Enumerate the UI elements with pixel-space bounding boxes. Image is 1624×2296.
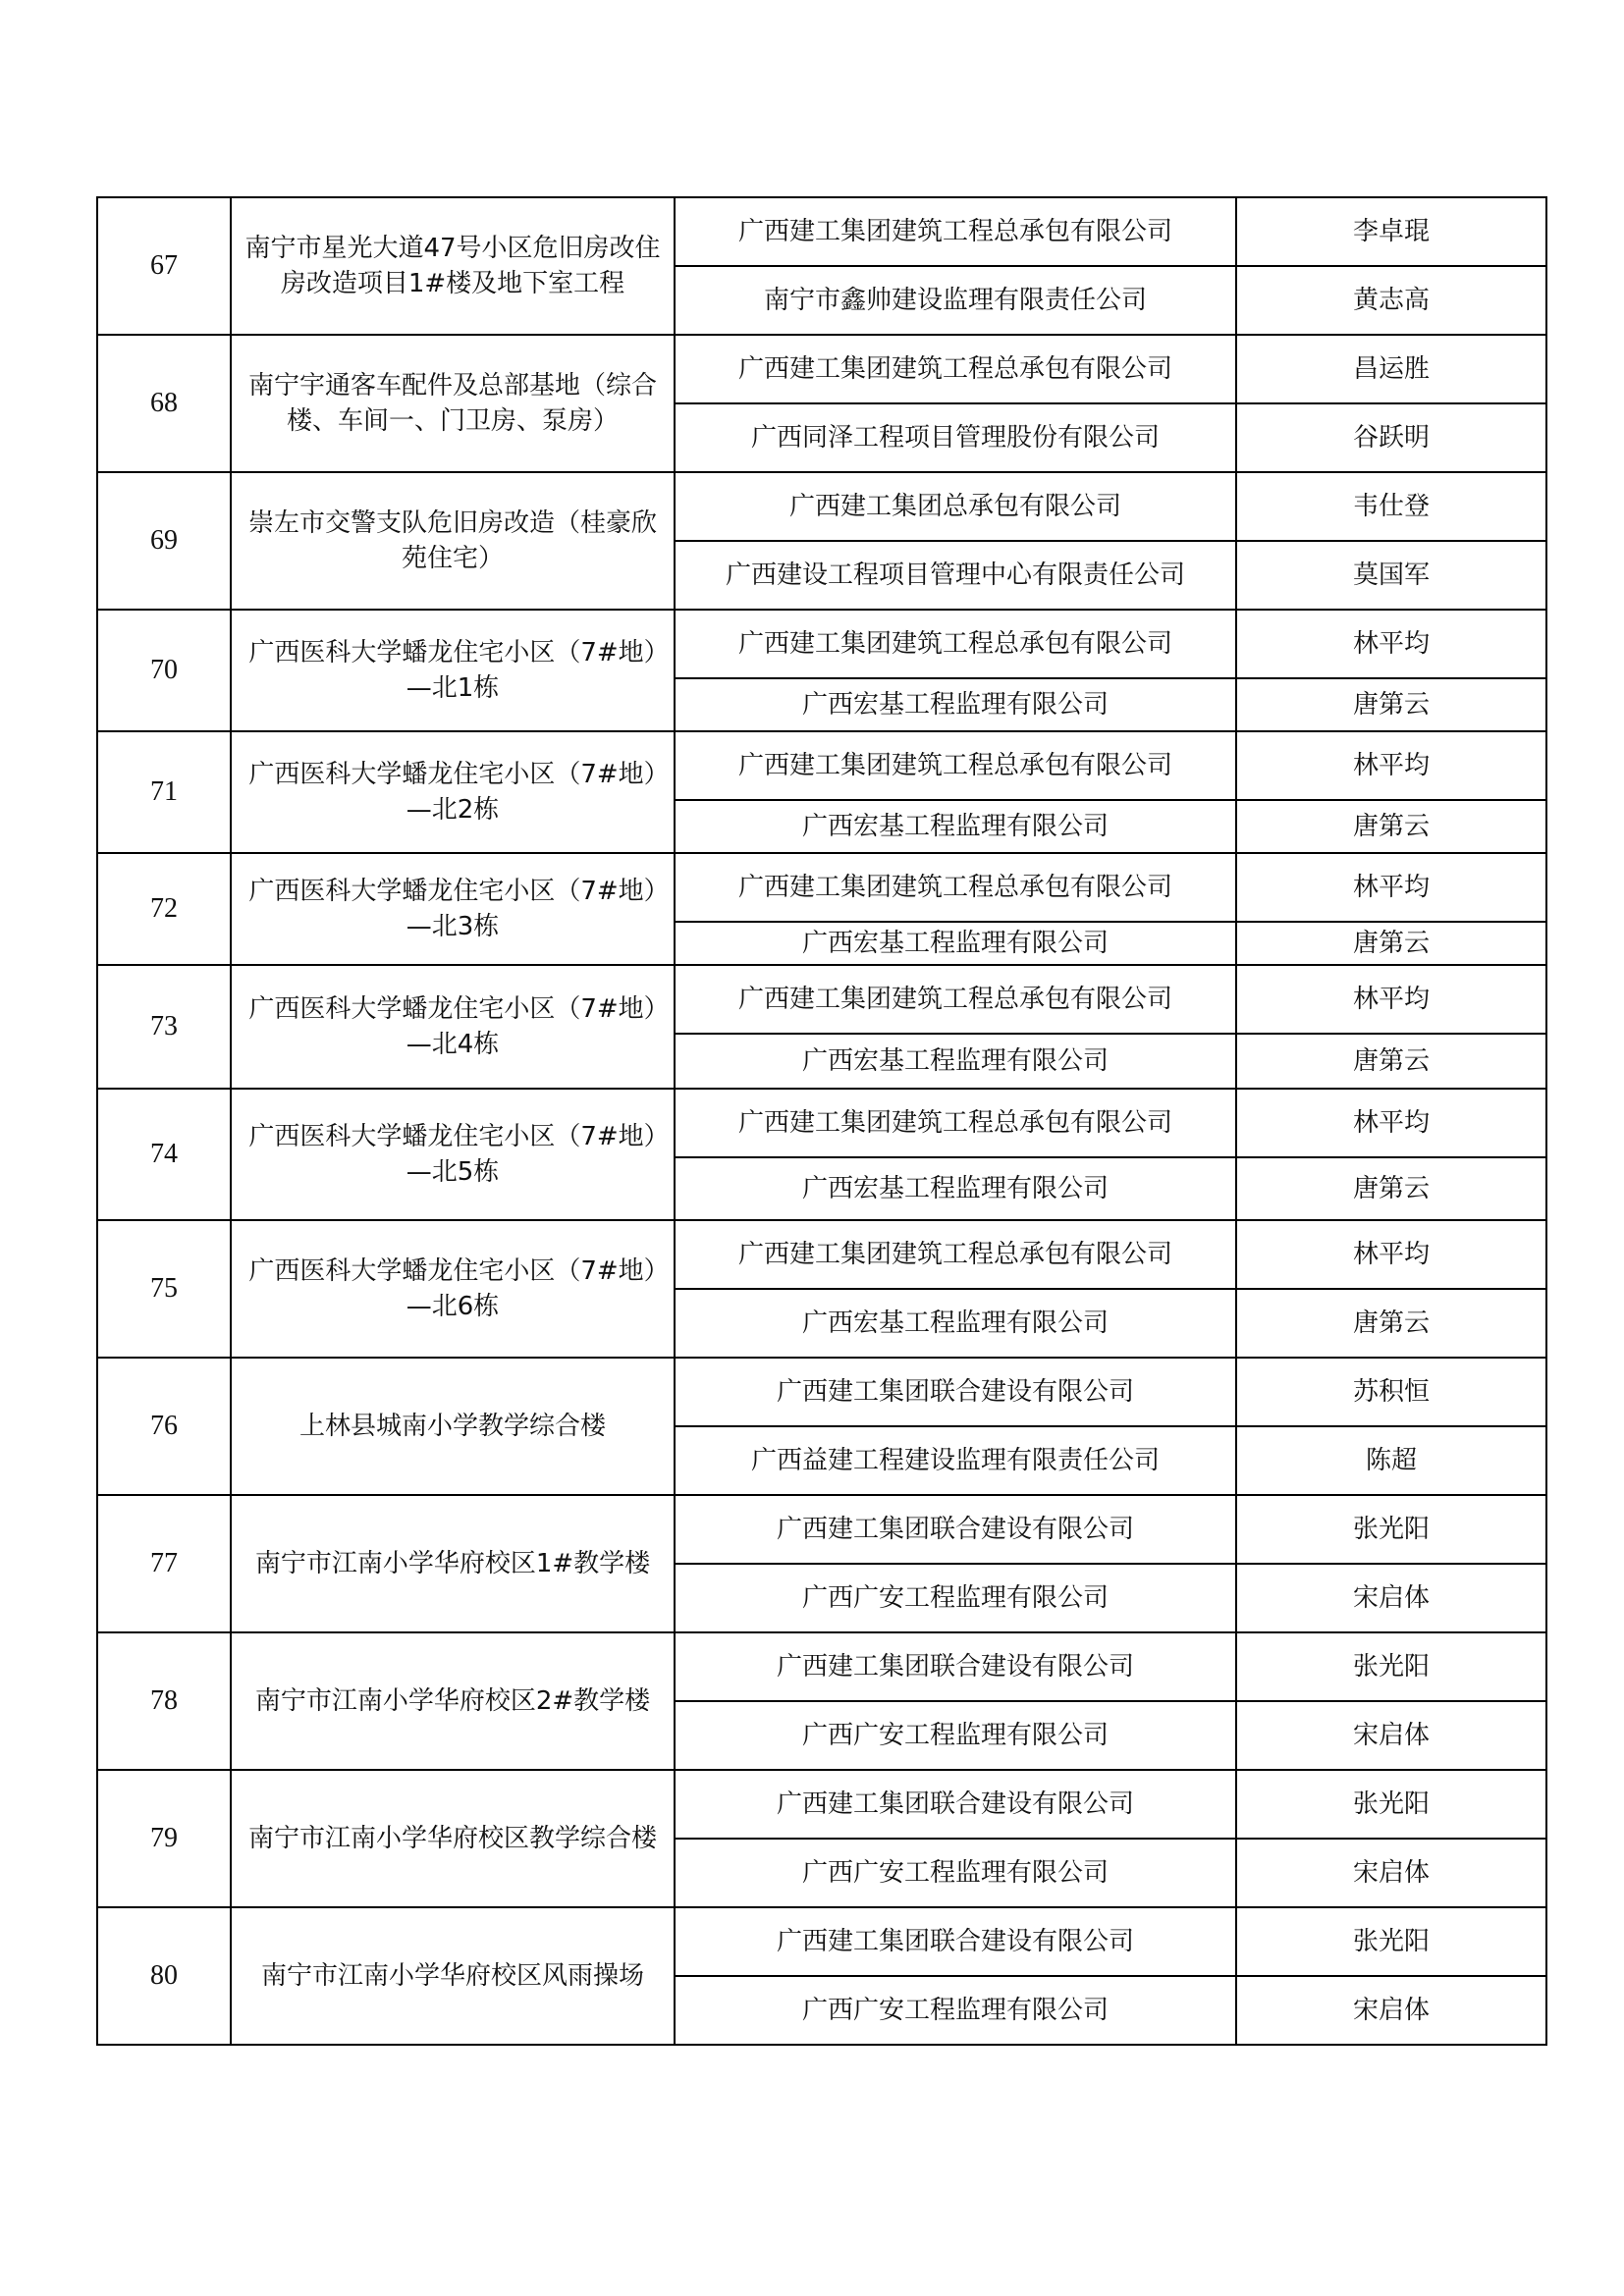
company-name: 广西建工集团联合建设有限公司: [675, 1907, 1236, 1976]
person-name: 宋启体: [1236, 1839, 1546, 1907]
company-name: 南宁市鑫帅建设监理有限责任公司: [675, 266, 1236, 335]
company-name: 广西广安工程监理有限公司: [675, 1839, 1236, 1907]
company-name: 广西益建工程建设监理有限责任公司: [675, 1426, 1236, 1495]
person-name: 张光阳: [1236, 1495, 1546, 1564]
row-number: 78: [97, 1632, 231, 1770]
company-name: 广西建工集团建筑工程总承包有限公司: [675, 197, 1236, 266]
person-name: 林平均: [1236, 610, 1546, 678]
table-row: [97, 853, 1546, 922]
table-row: [97, 1495, 1546, 1564]
company-name: 广西建工集团建筑工程总承包有限公司: [675, 610, 1236, 678]
project-name: 广西医科大学蟠龙住宅小区（7#地）—北1栋: [231, 610, 675, 731]
company-name: 广西建工集团建筑工程总承包有限公司: [675, 731, 1236, 800]
person-name: 宋启体: [1236, 1564, 1546, 1632]
person-name: 唐第云: [1236, 922, 1546, 965]
person-name: 林平均: [1236, 965, 1546, 1034]
table-row: [97, 197, 1546, 266]
person-name: 李卓琨: [1236, 197, 1546, 266]
project-name: 南宁宇通客车配件及总部基地（综合楼、车间一、门卫房、泵房）: [231, 335, 675, 472]
company-name: 广西建工集团建筑工程总承包有限公司: [675, 335, 1236, 403]
company-name: 广西宏基工程监理有限公司: [675, 800, 1236, 853]
person-name: 唐第云: [1236, 1034, 1546, 1089]
person-name: 林平均: [1236, 1089, 1546, 1157]
company-name: 广西广安工程监理有限公司: [675, 1564, 1236, 1632]
table-body: [97, 197, 1546, 2045]
person-name: 唐第云: [1236, 800, 1546, 853]
project-name: 南宁市江南小学华府校区教学综合楼: [231, 1770, 675, 1907]
person-name: 林平均: [1236, 853, 1546, 922]
company-name: 广西宏基工程监理有限公司: [675, 678, 1236, 731]
row-number: 75: [97, 1220, 231, 1358]
row-number: 69: [97, 472, 231, 610]
project-name: 广西医科大学蟠龙住宅小区（7#地）—北3栋: [231, 853, 675, 965]
project-name: 南宁市江南小学华府校区1#教学楼: [231, 1495, 675, 1632]
person-name: 苏积恒: [1236, 1358, 1546, 1426]
row-number: 71: [97, 731, 231, 853]
project-name: 南宁市江南小学华府校区2#教学楼: [231, 1632, 675, 1770]
company-name: 广西建工集团建筑工程总承包有限公司: [675, 853, 1236, 922]
company-name: 广西建工集团联合建设有限公司: [675, 1358, 1236, 1426]
project-name: 广西医科大学蟠龙住宅小区（7#地）—北4栋: [231, 965, 675, 1089]
table-row: [97, 731, 1546, 800]
person-name: 张光阳: [1236, 1770, 1546, 1839]
person-name: 莫国军: [1236, 541, 1546, 610]
project-name: 南宁市江南小学华府校区风雨操场: [231, 1907, 675, 2045]
company-name: 广西广安工程监理有限公司: [675, 1701, 1236, 1770]
row-number: 77: [97, 1495, 231, 1632]
company-name: 广西建工集团联合建设有限公司: [675, 1495, 1236, 1564]
person-name: 宋启体: [1236, 1976, 1546, 2045]
row-number: 67: [97, 197, 231, 335]
company-name: 广西建工集团联合建设有限公司: [675, 1770, 1236, 1839]
table-row: [97, 1632, 1546, 1701]
person-name: 黄志高: [1236, 266, 1546, 335]
person-name: 林平均: [1236, 1220, 1546, 1289]
company-name: 广西宏基工程监理有限公司: [675, 1157, 1236, 1220]
person-name: 宋启体: [1236, 1701, 1546, 1770]
row-number: 70: [97, 610, 231, 731]
table-row: [97, 472, 1546, 541]
company-name: 广西同泽工程项目管理股份有限公司: [675, 403, 1236, 472]
table-row: [97, 1358, 1546, 1426]
company-name: 广西建工集团建筑工程总承包有限公司: [675, 1220, 1236, 1289]
row-number: 80: [97, 1907, 231, 2045]
person-name: 张光阳: [1236, 1907, 1546, 1976]
table-row: [97, 610, 1546, 678]
project-table: [96, 196, 1547, 2046]
company-name: 广西建设工程项目管理中心有限责任公司: [675, 541, 1236, 610]
person-name: 唐第云: [1236, 1157, 1546, 1220]
project-name: 南宁市星光大道47号小区危旧房改住房改造项目1#楼及地下室工程: [231, 197, 675, 335]
person-name: 谷跃明: [1236, 403, 1546, 472]
row-number: 72: [97, 853, 231, 965]
person-name: 陈超: [1236, 1426, 1546, 1495]
company-name: 广西广安工程监理有限公司: [675, 1976, 1236, 2045]
company-name: 广西建工集团联合建设有限公司: [675, 1632, 1236, 1701]
row-number: 76: [97, 1358, 231, 1495]
person-name: 昌运胜: [1236, 335, 1546, 403]
company-name: 广西建工集团建筑工程总承包有限公司: [675, 1089, 1236, 1157]
table-row: [97, 1770, 1546, 1839]
table-row: [97, 1220, 1546, 1289]
person-name: 唐第云: [1236, 678, 1546, 731]
table-row: [97, 1907, 1546, 1976]
company-name: 广西建工集团总承包有限公司: [675, 472, 1236, 541]
row-number: 79: [97, 1770, 231, 1907]
project-name: 广西医科大学蟠龙住宅小区（7#地）—北2栋: [231, 731, 675, 853]
person-name: 唐第云: [1236, 1289, 1546, 1358]
table-row: [97, 965, 1546, 1034]
company-name: 广西建工集团建筑工程总承包有限公司: [675, 965, 1236, 1034]
table-row: [97, 1089, 1546, 1157]
row-number: 68: [97, 335, 231, 472]
company-name: 广西宏基工程监理有限公司: [675, 1034, 1236, 1089]
row-number: 74: [97, 1089, 231, 1220]
table-row: [97, 335, 1546, 403]
project-name: 崇左市交警支队危旧房改造（桂豪欣苑住宅）: [231, 472, 675, 610]
project-name: 广西医科大学蟠龙住宅小区（7#地）—北5栋: [231, 1089, 675, 1220]
company-name: 广西宏基工程监理有限公司: [675, 1289, 1236, 1358]
project-name: 上林县城南小学教学综合楼: [231, 1358, 675, 1495]
person-name: 林平均: [1236, 731, 1546, 800]
row-number: 73: [97, 965, 231, 1089]
company-name: 广西宏基工程监理有限公司: [675, 922, 1236, 965]
person-name: 张光阳: [1236, 1632, 1546, 1701]
person-name: 韦仕登: [1236, 472, 1546, 541]
project-name: 广西医科大学蟠龙住宅小区（7#地）—北6栋: [231, 1220, 675, 1358]
